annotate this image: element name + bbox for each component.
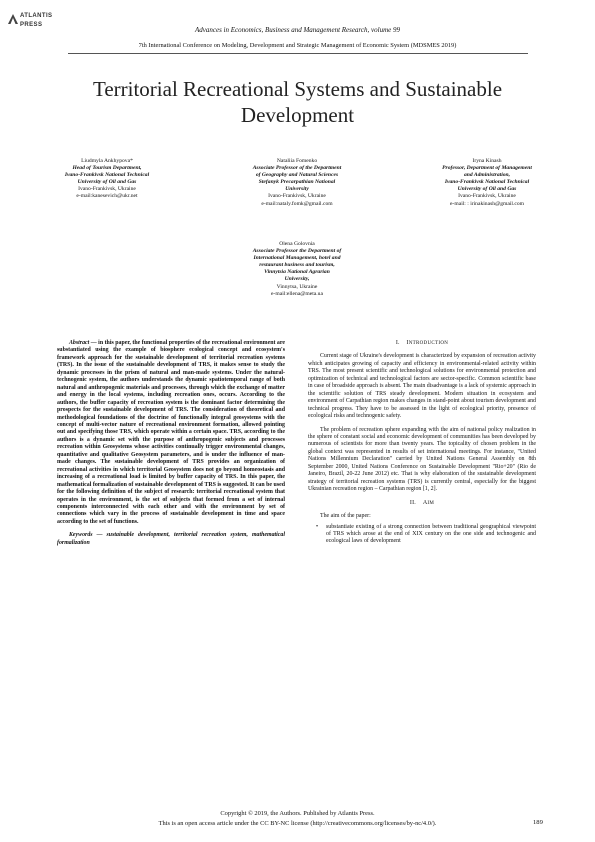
author-affiliation: Professor, Department of Management: [442, 165, 532, 172]
author-block-4: [212, 241, 382, 298]
title-line-2: Development: [240, 103, 355, 127]
author-affiliation: University: [285, 186, 309, 193]
author-name: Iryna Kinash: [472, 158, 502, 164]
atlantis-logo-icon: [8, 14, 18, 24]
section-title-initial: A: [422, 499, 428, 506]
section-number: II.: [409, 499, 417, 506]
author-affiliation: restaurant business and tourism,: [259, 262, 335, 269]
author-affiliation: Head of Tourism Department,: [72, 165, 142, 172]
author-affiliation: University,: [284, 276, 310, 283]
copyright-notice: Copyright © 2019, the Authors. Published by Atlantis Press.: [220, 810, 375, 817]
abstract-label: Abstract: [69, 340, 90, 346]
abstract-text: — in this paper, the functional properties of the recreational environment are substantiated using the example of biosphere ecological concept and ecosystem's framework approach for the sustainable development of territorial recreation systems (TRS). In the issue of the sustainable development of TRS, it makes sense to study the dynamic processes in the prism of natural and man-made systems. Under the natural-technogenic system, the authors understands the dynamic spatiotemporal range of both natural and anthropogenic materials and processes, through which the exchange of matter and energy in the local systems, including recreation ones, occurs. According to the authors, the buffer capacity of recreation system is the dominant factor determining the prospects for the sustainable development of TRS. The consideration of theoretical and methodological foundations of the doctrine of functionally integral geosystems with the concept of multi-vector nature of recreational environment formation, allowed pointing out and specifying those TRS, which operate within a certain space. TRS, according to the authors is a dynamic set with the purpose of anthropogenic subjects and processes recreation within Geosystems whose activities continually trigger environmental changes, quantitative and qualitative Geosystem parameters, and is under the influence of man-made changes. The sustainable development of TRS provides an organization of recreational activities in which territorial Geosystem does not go beyond homeostasis and increasing of a recreational load is limited by buffer capacity of TRS. In this paper, the mathematical formalization of sustainable development of TRS is suggested. It can be used for the following definition of the subject of research: territorial recreational system that operates in the environment, is the set of subjects that formed from a set of internal components interconnected with each other and with the environment by set of connections which vary in the process of sustainable development in time and space according to the set of functions.: [57, 340, 285, 525]
author-city: Ivano-Frankivsk, Ukraine: [268, 193, 326, 200]
title-line-1: Territorial Recreational Systems and Sustainable: [92, 77, 503, 101]
author-affiliation: Associate Professor the Department of: [252, 248, 342, 255]
bullet-icon: •: [315, 523, 319, 530]
publisher-name-line1: ATLANTIS: [20, 13, 53, 19]
author-affiliation: Vinnytsia National Agrarian: [264, 269, 330, 276]
author-name: Liudmyla Ankhypova*: [81, 158, 133, 164]
author-email: e-mail:ellena@meta.ua: [271, 290, 323, 297]
author-affiliation: International Management, hotel and: [253, 255, 341, 262]
author-affiliation: of Geography and Natural Sciences: [255, 172, 339, 179]
keywords-text: — sustainable development, territorial recreation system, mathematical formalization: [57, 532, 285, 546]
journal-line: Advances in Economics, Business and Management Research, volume 99: [194, 26, 401, 34]
author-affiliation: and Administration,: [463, 172, 511, 179]
aim-bullet-item: [308, 524, 536, 546]
author-city: Ivano-Frankivsk, Ukraine: [458, 193, 516, 200]
page-number: 189: [533, 819, 543, 826]
aim-intro: The aim of the paper:: [320, 513, 371, 520]
abstract: [57, 340, 285, 526]
author-block-1: [22, 158, 192, 201]
keywords-label: Keywords: [69, 532, 93, 539]
left-column: [57, 340, 285, 547]
conference-line: 7th International Conference on Modeling, Development and Strategic Management of Economic System (MDSMES 2019): [138, 42, 457, 49]
header-rule: [68, 53, 528, 54]
author-name: Olena Golovnia: [279, 241, 315, 247]
section-title-rest: NTRODUCTION: [408, 341, 449, 346]
publisher-name-line2: PRESS: [20, 22, 43, 28]
author-affiliation: Ivano-Frankivsk National Technical: [444, 179, 530, 186]
author-email: e-mail:nataly.fomk@gmail.com: [261, 200, 333, 207]
author-affiliation: Associate Professor of the Department: [252, 165, 342, 172]
section-title-initial: I: [406, 340, 409, 346]
keywords: [57, 532, 285, 547]
section-title-rest: IM: [427, 500, 435, 506]
author-affiliation: University of Oil and Gas: [457, 186, 517, 193]
author-block-3: [402, 158, 572, 208]
author-affiliation: Ivano-Frankivsk National Technical: [64, 172, 150, 179]
section-heading-aim: [308, 500, 536, 507]
paper-title: [30, 76, 565, 128]
license-notice: This is an open access article under the CC BY-NC license (http://creativecommons.org/licenses/by-nc/4.0/).: [158, 820, 437, 827]
section-heading-introduction: [308, 340, 536, 347]
right-column: [308, 340, 536, 546]
author-name: Nataliia Fomenko: [276, 158, 318, 164]
author-block-2: [212, 158, 382, 208]
author-affiliation: Stefanyk Precarpathian National: [258, 179, 336, 186]
intro-paragraph-2: The problem of recreation sphere expanding with the aim of national policy realization in the sphere of constant social and economic development of communities has been developed by numerous of scientists for more than twenty years. The topicality of chosen problem in the global context was represented in results of set international meetings. For instance, "United Nations Millennium Declaration" carried by United Nations General Assembly on 8th September 2000, United Nations Conference on Sustainable Development "Rio+20" (Rio de Janeiro, Brazil, 20-22 June 2012) etc. That is why elaboration of the sustainable development strategy of territorial recreation systems (TRS) is currently central, especially for the biggest Ukrainian recreation region – Carpathian region [1, 2].: [308, 426, 536, 493]
author-email: e-mail: : irinakinash@gmail.com: [450, 200, 524, 207]
aim-bullet-text: substantiate existing of a strong connection between traditional geographical viewpoint of TRS which arose at the end of XIX century on the one side and technogenic and ecological laws of development: [326, 523, 536, 545]
author-city: Vinnytsa, Ukraine: [276, 283, 318, 290]
section-number: I.: [395, 340, 400, 346]
author-email: e-mail:kanesevich@ukr.net: [76, 193, 138, 200]
author-city: Ivano-Frankivsk, Ukraine: [78, 186, 136, 193]
intro-paragraph-1: Current stage of Ukraine's development is characterized by expansion of recreation activity which anticipates growing of capacity and efficiency in environmental-related activity within TRS. The most present scientific and technological solutions for environmental protection and optimization of technical and technological factors are sector-specific. Common scientific base in case of broadside approach is absent. The main disadvantage is a lack of systemic approach in the scientific solution of TRS steady development. Modern situation in ecosystem and environment of Carpathian region makes changes in stand-point about tourism development and technical progress. They have to be assessed in the light of ecological priority, presence of ecological risks and technogenic safety.: [308, 353, 536, 420]
author-affiliation: University of Oil and Gas: [77, 179, 137, 186]
